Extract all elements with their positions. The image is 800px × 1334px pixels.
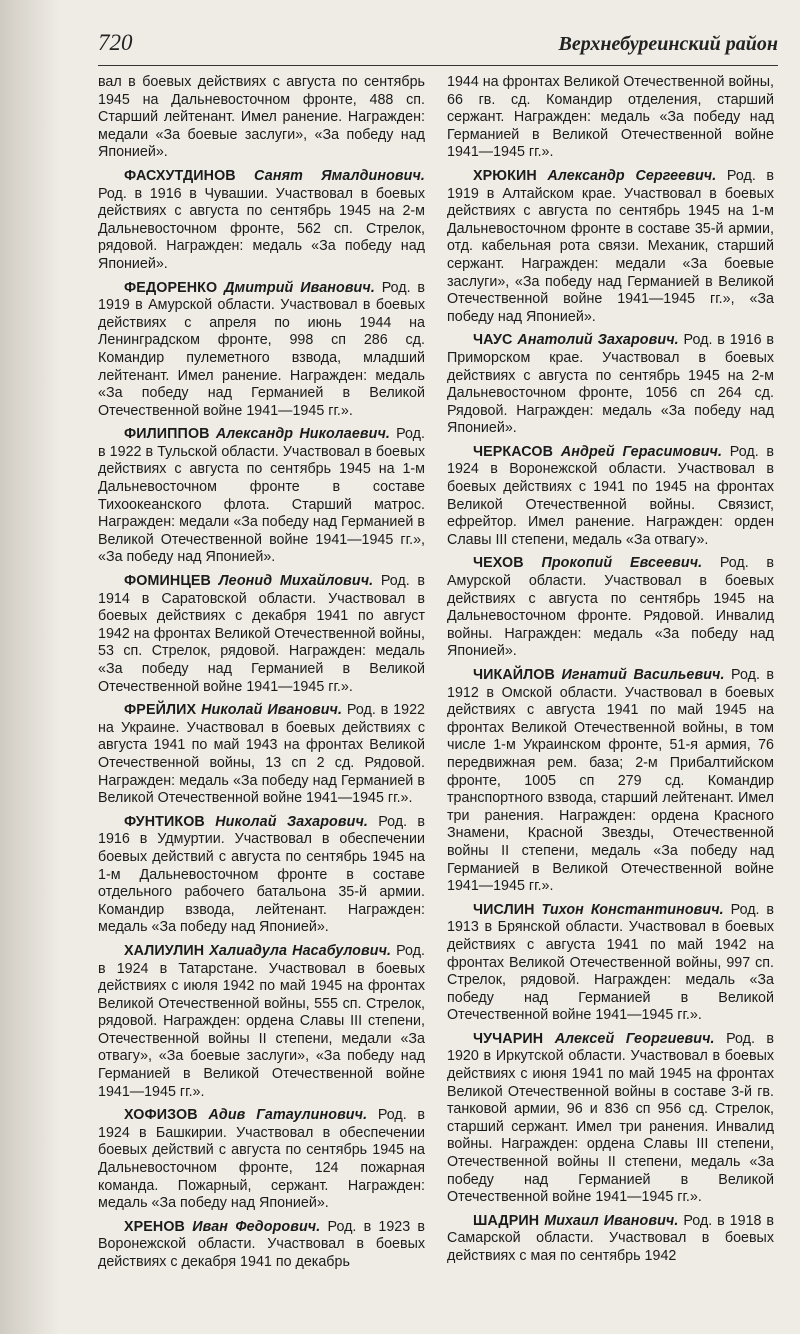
biography-entry [98,1219,425,1272]
left-column [98,74,425,1278]
surname: ФУНТИКОВ [124,813,205,830]
entry-text: Род. в 1924 в Татарстане. Участвовал в боевых действиях с июля 1942 по май 1945 на фронтах Великой Отечественной войны, 555 сп. Стрелок, рядовой. Награжден: ордена Славы III степени, Отечественной войны II степени, медали «За отвагу», «За боевые заслуги», «За победу над Германией в Великой Отечественной войне 1941—1945 гг.». [98,942,425,1100]
given-name: Николай Захарович. [215,813,368,830]
entry-text: Род. в 1916 в Удмуртии. Участвовал в обеспечении боевых действий с августа по сентябрь 1945 на 1-м Дальневосточном фронте в составе отдельного рабочего батальона 35-й армии. Командир взвода, лейтенант. Награжден: медаль «За победу над Японией». [98,813,425,936]
person-name [98,1107,367,1123]
entry-text: вал в боевых действиях с августа по сентябрь 1945 на Дальневосточном фронте, 488 сп. Старший лейтенант. Имел ранение. Награжден: медали «За боевые заслуги», «За победу над Японией». [98,74,425,161]
given-name: Тихон Константинович. [541,901,724,918]
given-name: Дмитрий Иванович. [224,279,375,296]
right-column [447,74,774,1278]
page-number: 720 [98,30,133,55]
biography-entry [98,426,425,567]
entry-text: Род. в 1919 в Амурской области. Участвовал в боевых действиях с апреля по июнь 1944 на Ленинградском фронте, 998 сп 286 сд. Командир пулеметного взвода, младший лейтенант. Имел ранение. Награжден: медаль «За победу над Германией в Великой Отечественной войне 1941—1945 гг.». [98,279,425,419]
surname: ЧИКАЙЛОВ [473,667,555,683]
entry-text: Род. в 1913 в Брянской области. Участвовал в боевых действиях с августа 1941 по май 1942 на фронтах Великой Отечественной войны, 997 сп. Стрелок, рядовой. Награжден: медаль «За победу над Германией в Великой Отечественной войне 1941—1945 гг.». [447,901,774,1024]
entry-text: Род. в 1919 в Алтайском крае. Участвовал в боевых действиях с августа по сентябрь 1945 на 1-м Дальневосточном фронте в составе 35-й армии, отд. кабельная рота связи. Механик, старший сержант. Награжден: медали «За боевые заслуги», «За победу над Германией в Великой Отечественной войне 1941—1945 гг.», «За победу над Японией». [447,167,775,325]
entry-text: Род. в 1923 в Воронежской области. Участвовал в боевых действиях с декабря 1941 по декабрь [98,1218,425,1270]
surname: ЧИСЛИН [473,901,535,918]
biography-entry [447,667,774,896]
entry-text: Род. в 1924 в Воронежской области. Участвовал в боевых действиях с 1941 по 1945 на фронтах Великой Отечественной войны. Связист, ефрейтор. Имел ранение. Награжден: орден Славы III степени, медаль «За отвагу». [447,443,774,548]
person-name [98,168,425,184]
surname: ФЕДОРЕНКО [124,279,218,296]
person-name [447,1213,678,1229]
text-columns [98,74,774,1278]
person-name [98,702,342,718]
entry-text: Род. в 1920 в Иркутской области. Участвовал в боевых действиях с июня 1941 по май 1945 на фронтах Великой Отечественной войны в составе 3-й гв. танковой армии, 96 и 836 сп 956 сд. Стрелок, старший сержант. Имел три ранения. Инвалид войны. Награжден: ордена Славы III степени, Отечественной войны II степени, медаль «За победу над Германией в Великой Отечественной войне 1941—1945 гг.». [447,1030,774,1206]
biography-entry [447,168,774,326]
given-name: Адив Гатаулинович. [208,1107,368,1124]
continued-entry [447,74,774,162]
given-name: Иван Федорович. [192,1218,321,1235]
given-name: Михаил Иванович. [544,1212,679,1229]
given-name: Алексей Георгиевич. [554,1030,715,1047]
given-name: Игнатий Васильевич. [561,667,725,683]
surname: ХАЛИУЛИН [124,942,205,959]
biography-entry [447,1031,774,1207]
given-name: Прокопий Евсеевич. [541,555,703,572]
surname: ФИЛИППОВ [124,426,210,443]
surname: ХОФИЗОВ [124,1107,198,1124]
surname: ЧЕРКАСОВ [473,443,554,460]
continued-entry [98,74,425,162]
given-name: Анатолий Захарович. [517,332,679,349]
person-name [98,943,391,959]
entry-text: Род. в 1914 в Саратовской области. Участвовал в боевых действиях с декабря 1941 по август 1942 на фронтах Великой Отечественной войны, 53 сп. Стрелок, рядовой. Награжден: медаль «За победу над Германией в Великой Отечественной войне 1941—1945 гг.». [98,573,425,695]
surname: ХРЕНОВ [124,1218,185,1235]
given-name: Александр Николаевич. [215,426,390,443]
biography-entry [98,573,425,696]
biography-entry [447,1213,774,1266]
given-name: Николай Иванович. [201,702,343,719]
person-name [447,444,722,460]
entry-text: Род. в 1922 в Тульской области. Участвовал в боевых действиях с августа по сентябрь 1945 на 1-м Дальневосточном фронте в составе Тихоокеанского флота. Старший матрос. Награжден: медали «За победу над Германией в Великой Отечественной войне 1941—1945 гг.», «За победу над Японией». [98,426,425,566]
entry-text: 1944 на фронтах Великой Отечественной войны, 66 гв. сд. Командир отделения, старший сержант. Награжден: медаль «За победу над Германией в Великой Отечественной войне 1941—1945 гг.». [447,74,774,161]
surname: ФРЕЙЛИХ [124,702,197,719]
person-name [98,573,373,589]
person-name [447,1031,715,1047]
entry-text: Род. в 1922 на Украине. Участвовал в боевых действиях с августа 1941 по май 1943 на фронтах Великой Отечественной войны, 13 сп 2 сд. Рядовой. Награжден: медаль «За победу над Германией в Великой Отечественной войне 1941—1945 гг.». [98,702,425,807]
person-name [447,902,724,918]
biography-entry [98,702,425,808]
entry-text: Род. в 1916 в Чувашии. Участвовал в боевых действиях с августа по сентябрь 1945 на 2-м Дальневосточном фронте, 562 сп. Стрелок, рядовой. Награжден: медаль «За победу над Японией». [98,185,425,272]
person-name [447,168,716,184]
biography-entry [98,943,425,1101]
given-name: Халиадула Насабулович. [209,942,392,959]
given-name: Александр Сергеевич. [547,167,717,184]
biography-entry [98,814,425,937]
person-name [98,426,390,442]
person-name [98,814,368,830]
biography-entry [98,168,425,274]
person-name [98,1219,320,1235]
surname: ЧЕХОВ [473,555,524,572]
surname: ШАДРИН [473,1212,540,1229]
biography-entry [447,332,774,438]
given-name: Андрей Герасимович. [560,443,723,460]
surname: ЧУЧАРИН [473,1030,544,1047]
biography-entry [447,902,774,1025]
entry-text: Род. в 1912 в Омской области. Участвовал в боевых действиях с августа 1941 по май 1945 на фронтах Великой Отечественной войны, в том числе 1-м Украинском фронте, 51-я армия, 76 передвижная рем. база; 2-м Прибалтийском фронте, 1005 сп 279 сд. Командир транспортного взвода, старший лейтенант. Имел три ранения. Награжден: ордена Красного Знамени, Красной Звезды, Отечественной войны II степени, медаль «За победу над Германией в Великой Отечественной войне 1941—1945 гг.». [447,667,774,895]
given-name: Санят Ямалдинович. [254,167,425,184]
binding-shadow [0,0,60,1334]
given-name: Леонид Михайлович. [218,573,374,590]
person-name [98,280,375,296]
biography-entry [98,1107,425,1213]
entry-text: Род. в 1918 в Самарской области. Участвовал в боевых действиях с мая по сентябрь 1942 [447,1212,775,1264]
surname: ФОМИНЦЕВ [124,573,211,590]
person-name [447,332,679,348]
running-header [98,30,778,56]
biography-entry [447,555,774,661]
header-rule [98,65,778,66]
entry-text: Род. в 1924 в Башкирии. Участвовал в обеспечении боевых действий с августа по сентябрь 1945 на Дальневосточном фронте, 124 пожарная команда. Пожарный, сержант. Награжден: медаль «За победу над Японией». [98,1107,425,1212]
surname: ЧАУС [473,332,513,349]
person-name [447,555,702,571]
surname: ХРЮКИН [473,167,537,184]
region-title: Верхнебуреинский район [558,33,778,55]
biography-entry [447,444,774,550]
surname: ФАСХУТДИНОВ [124,167,236,184]
entry-text: Род. в Амурской области. Участвовал в боевых действиях с августа по сентябрь 1945 на Дальневосточном фронте. Рядовой. Инвалид войны. Награжден: медаль «За победу над Японией». [447,555,774,660]
person-name [447,667,725,683]
biography-entry [98,280,425,421]
entry-text: Род. в 1916 в Приморском крае. Участвовал в боевых действиях с августа по сентябрь 1945 на 2-м Дальневосточном фронте, 1056 сп 264 сд. Рядовой. Награжден: медаль «За победу над Японией». [447,332,774,437]
